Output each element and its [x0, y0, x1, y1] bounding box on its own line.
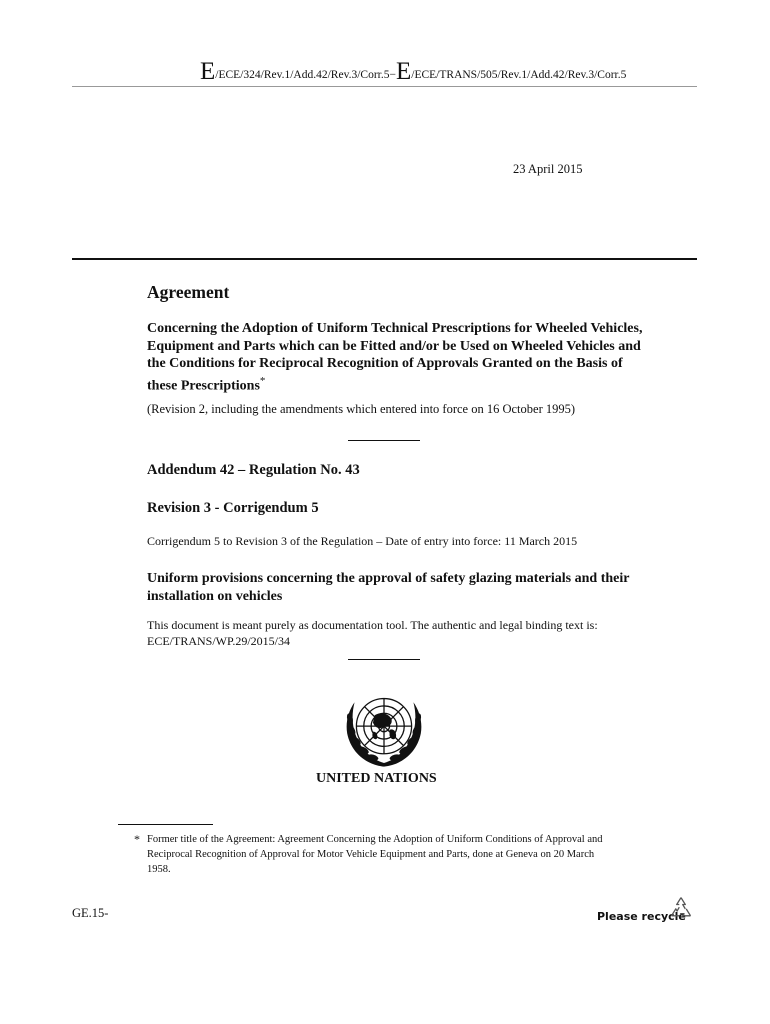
provisions-heading: Uniform provisions concerning the approval of safety glazing materials and their installation on vehicles: [147, 571, 630, 604]
document-symbol: [200, 58, 700, 86]
agreement-subtitle-text: Concerning the Adoption of Uniform Technical Prescriptions for Wheeled Vehicles, Equipment and Parts which can be Fitted and/or be Used on Wheeled Vehicles and the Conditions for Reciprocal Recognition of Approvals Granted on the Basis of these Prescriptions: [147, 321, 643, 394]
symbol-left-initial: E: [200, 58, 216, 85]
recycle-label: Please recycle: [597, 910, 686, 923]
footnote-reference: *: [259, 374, 266, 387]
section-divider-2: [348, 659, 420, 660]
corrigendum-note: Corrigendum 5 to Revision 3 of the Regulation – Date of entry into force: 11 March 2015: [147, 534, 578, 548]
agreement-title: Agreement: [147, 282, 230, 302]
organization-name: UNITED NATIONS: [316, 771, 437, 786]
tool-note-line-2: ECE/TRANS/WP.29/2015/34: [147, 634, 291, 648]
job-number: GE.15-: [72, 906, 109, 920]
revision-heading: Revision 3 - Corrigendum 5: [147, 500, 319, 516]
recycle-icon: [668, 895, 694, 921]
document-date: 23 April 2015: [513, 162, 583, 176]
symbol-right-rest: /ECE/TRANS/505/Rev.1/Add.42/Rev.3/Corr.5: [411, 69, 627, 81]
header-divider: [72, 86, 697, 87]
tool-note-line-1: This document is meant purely as documentation tool. The authentic and legal binding text is:: [147, 618, 598, 632]
footnote-marker: *: [134, 832, 140, 846]
section-divider: [348, 440, 420, 441]
un-emblem-icon: [338, 682, 430, 774]
title-divider: [72, 258, 697, 260]
footnote-text: Former title of the Agreement: Agreement Concerning the Adoption of Uniform Conditions of Approval and Reciprocal Recognition of Approval for Motor Vehicle Equipment and Parts, done at Geneva on 20 March 1958.: [147, 834, 603, 875]
symbol-right-initial: E: [395, 58, 412, 85]
revision-note: (Revision 2, including the amendments which entered into force on 16 October 1995): [147, 402, 576, 416]
addendum-heading: Addendum 42 – Regulation No. 43: [147, 462, 360, 478]
agreement-subtitle: [147, 320, 647, 395]
symbol-left-rest: /ECE/324/Rev.1/Add.42/Rev.3/Corr.5: [215, 69, 390, 81]
footnote-divider: [118, 824, 213, 825]
symbol-separator: −: [389, 69, 396, 81]
documentation-tool-note: [147, 617, 647, 649]
